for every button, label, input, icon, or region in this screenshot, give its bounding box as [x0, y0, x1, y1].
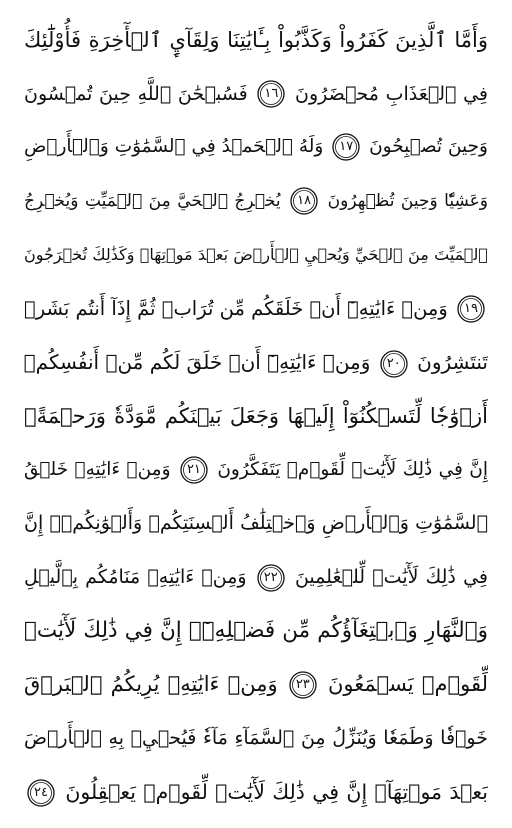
- verse-line: [24, 444, 488, 496]
- verse-text: لِّقَوۡمٖ يَسۡمَعُونَ: [328, 672, 488, 697]
- verse-text: وَمِنۡ ءَايَٰتِهِۦ خَلۡقُ: [24, 458, 171, 480]
- verse-line: [24, 14, 488, 66]
- verse-text: خَوۡفٗا وَطَمَعٗا وَيُنَزِّلُ مِنَ ٱلسَّمَآءِ مَآءٗ فَيُحۡيِۦ بِهِ ٱلۡأَرۡضَ: [24, 727, 488, 750]
- verse-text: وَلَهُ ٱلۡحَمۡدُ فِي ٱلسَّمَٰوَٰتِ وَٱلۡأَرۡضِ: [24, 136, 324, 158]
- verse-text: ٱلسَّمَٰوَٰتِ وَٱلۡأَرۡضِ وَٱخۡتِلَٰفُ أَلۡسِنَتِكُمۡ وَأَلۡوَٰنِكُمۡۚ إِنَّ: [24, 512, 488, 535]
- verse-text: وَحِينَ تُصۡبِحُونَ: [369, 136, 488, 158]
- ayah-end-marker-icon: [26, 778, 56, 808]
- verse-line: [24, 497, 488, 549]
- verse-line: [24, 121, 488, 173]
- ayah-number: ١٨: [297, 193, 312, 209]
- ayah-number: ١٧: [339, 139, 354, 155]
- verse-text: وَٱلنَّهَارِ وَٱبۡتِغَآؤُكُم مِّن فَضۡلِهِۦٓۚ إِنَّ فِي ذَٰلِكَ لَأٓيَٰتٖ: [24, 617, 488, 643]
- verse-line: [24, 229, 488, 281]
- verse-text: بَعۡدَ مَوۡتِهَآۚ إِنَّ فِي ذَٰلِكَ لَأٓيَٰتٖ لِّقَوۡمٖ يَعۡقِلُونَ: [65, 779, 488, 804]
- verse-text: وَمِنۡ ءَايَٰتِهِۦ يُرِيكُمُ ٱلۡبَرۡقَ: [24, 672, 278, 697]
- verse-text: وَمِنۡ ءَايَٰتِهِۦٓ أَنۡ خَلَقَ لَكُم مِّنۡ أَنفُسِكُمۡ: [24, 350, 371, 375]
- verse-line: [24, 712, 488, 764]
- verse-text: تَنتَشِرُونَ: [417, 350, 488, 375]
- verse-text: وَمِنۡ ءَايَٰتِهِۦٓ أَنۡ خَلَقَكُم مِّن تُرَابٖ ثُمَّ إِذَآ أَنتُم بَشَرٞ: [24, 296, 448, 320]
- verse-text: فَسُبۡحَٰنَ ٱللَّهِ حِينَ تُمۡسُونَ: [24, 82, 248, 105]
- ayah-end-marker-icon: [256, 79, 286, 109]
- verse-line: [24, 68, 488, 120]
- verse-line: [24, 390, 488, 442]
- verse-text: أَزۡوَٰجٗا لِّتَسۡكُنُوٓاْ إِلَيۡهَا وَجَعَلَ بَيۡنَكُم مَّوَدَّةٗ وَرَحۡمَةًۚ: [24, 403, 488, 428]
- verse-text: فِي ٱلۡعَذَابِ مُحۡضَرُونَ: [295, 82, 488, 105]
- ayah-end-marker-icon: [256, 563, 286, 593]
- verse-text: ٱلۡمَيِّتَ مِنَ ٱلۡحَيِّ وَيُحۡيِ ٱلۡأَرۡضَ بَعۡدَ مَوۡتِهَاۚ وَكَذَٰلِكَ تُخۡرَجُونَ: [24, 244, 488, 264]
- ayah-number: ١٩: [464, 301, 478, 317]
- ayah-end-marker-icon: [379, 349, 409, 379]
- ayah-end-marker-icon: [331, 132, 361, 162]
- verse-line: [24, 283, 488, 335]
- verse-line: [24, 605, 488, 657]
- verse-line: [24, 551, 488, 603]
- ayah-end-marker-icon: [179, 455, 209, 485]
- verse-line: [24, 766, 488, 818]
- ayah-end-marker-icon: [289, 186, 319, 216]
- verse-text: وَمِنۡ ءَايَٰتِهِۦ مَنَامُكُم بِٱلَّيۡلِ: [24, 566, 247, 589]
- ayah-number: ٢١: [186, 461, 201, 477]
- ayah-number: ٢٣: [295, 677, 310, 693]
- ayah-end-marker-icon: [288, 670, 318, 700]
- verse-line: [24, 175, 488, 227]
- verse-text: وَأَمَّا ٱلَّذِينَ كَفَرُواْ وَكَذَّبُواْ بِـَٔايَٰتِنَا وَلِقَآيِٕ ٱلۡأٓخِرَةِ فَأُوْلَٰٓئِكَ: [24, 28, 488, 52]
- ayah-end-marker-icon: [456, 294, 486, 324]
- verse-line: [24, 336, 488, 388]
- verse-text: إِنَّ فِي ذَٰلِكَ لَأٓيَٰتٖ لِّقَوۡمٖ يَتَفَكَّرُونَ: [217, 458, 488, 480]
- ayah-number: ٢٠: [386, 355, 401, 371]
- ayah-number: ١٦: [264, 86, 279, 102]
- verse-text: فِي ذَٰلِكَ لَأٓيَٰتٖ لِّلۡعَٰلِمِينَ: [294, 566, 488, 589]
- ayah-number: ٢٢: [263, 569, 278, 585]
- verse-line: [24, 658, 488, 710]
- verse-text: وَعَشِيّٗا وَحِينَ تُظۡهِرُونَ: [327, 191, 488, 212]
- verse-text: يُخۡرِجُ ٱلۡحَيَّ مِنَ ٱلۡمَيِّتِ وَيُخۡرِجُ: [24, 191, 281, 212]
- ayah-number: ٢٤: [34, 784, 48, 800]
